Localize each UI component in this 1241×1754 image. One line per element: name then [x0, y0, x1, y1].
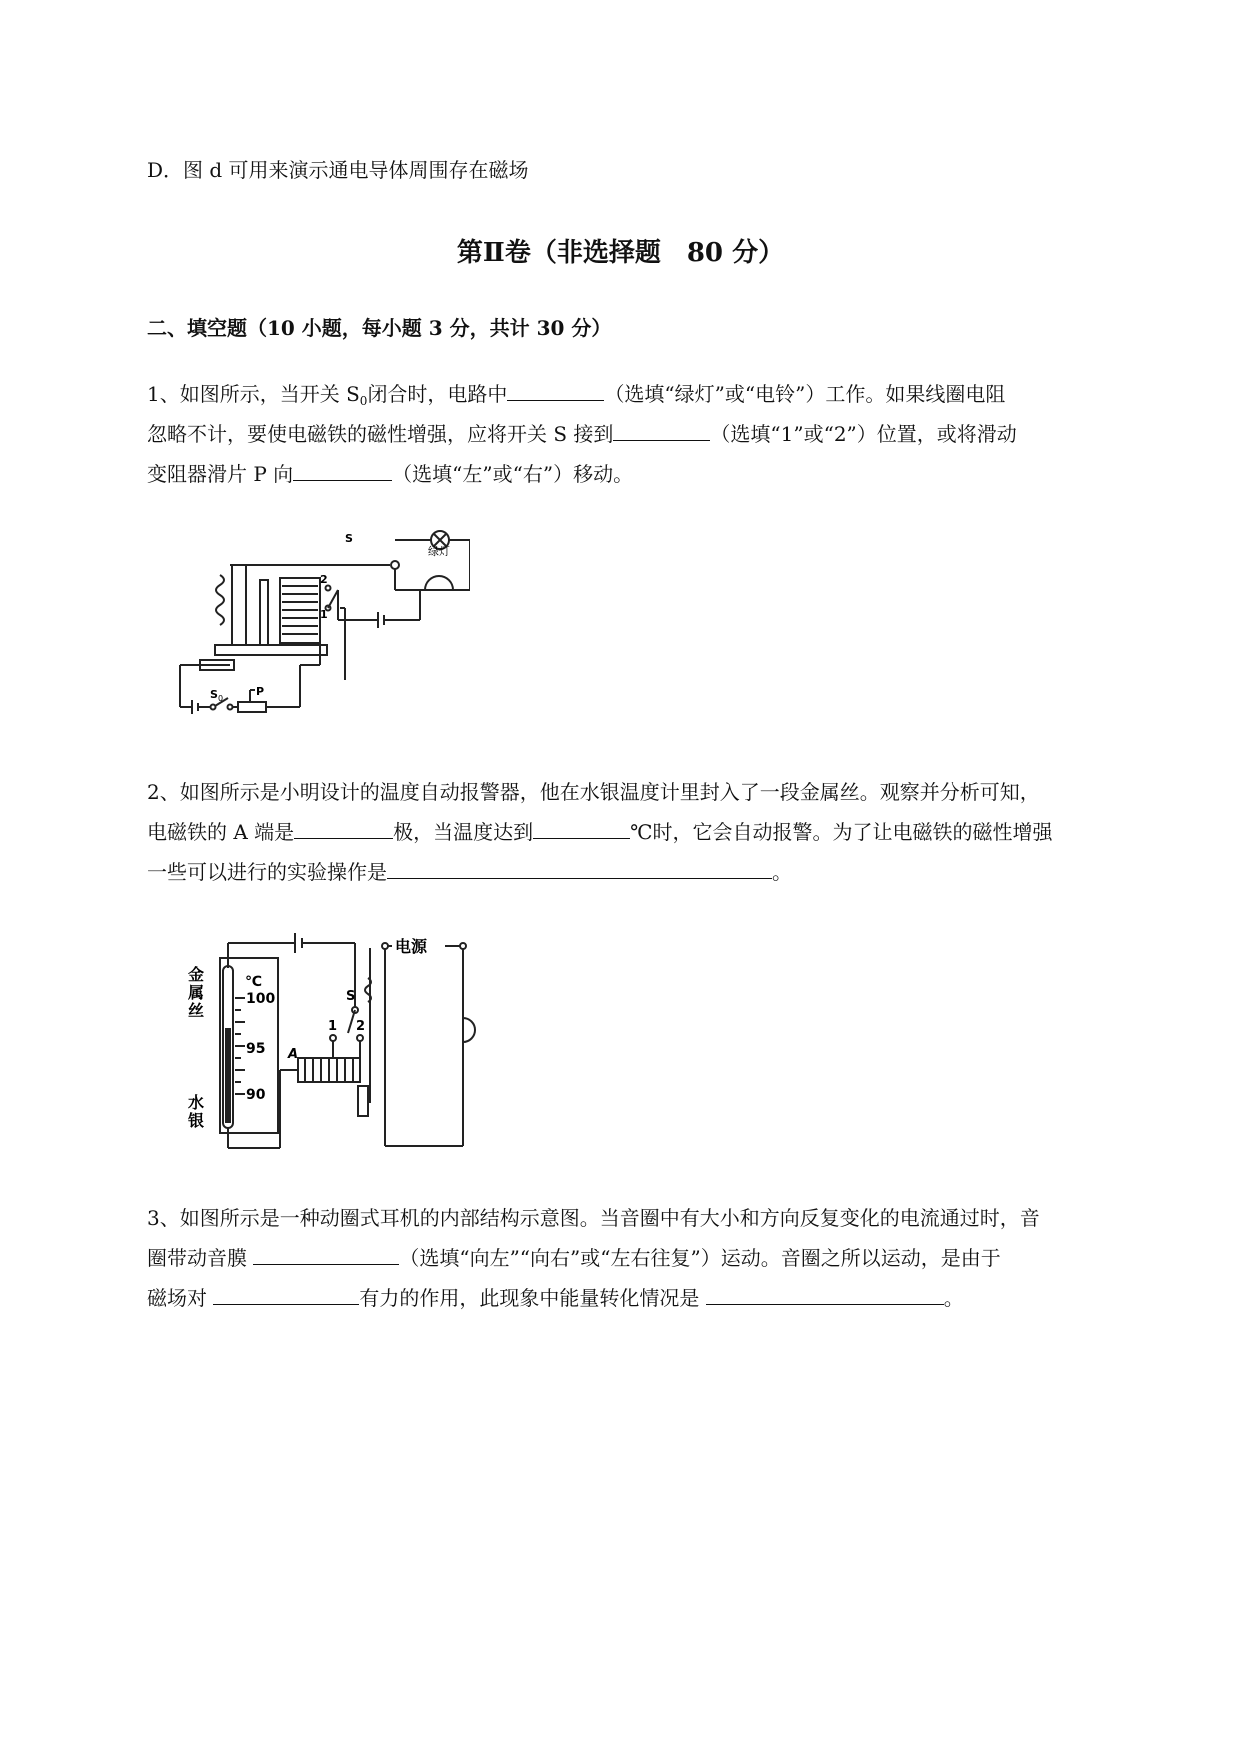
q1-text: 忽略不计，要使电磁铁的磁性增强，应将开关 S 接到 — [147, 422, 614, 446]
answer-blank[interactable] — [706, 1284, 944, 1305]
section-heading: 二、填空题（10 小题，每小题 3 分，共计 30 分） — [147, 316, 612, 340]
q2-line-1 — [147, 776, 1040, 805]
q1-circuit-figure — [170, 520, 470, 730]
q1-subscript: 0 — [359, 394, 368, 408]
end-a-label: A — [288, 1047, 299, 1062]
q1-text: （选填“绿灯”或“电铃”）工作。如果线圈电阻 — [604, 382, 1006, 406]
q3-line-2 — [147, 1242, 1001, 1271]
answer-blank[interactable] — [253, 1244, 399, 1265]
q3-text: 圈带动音膜 — [147, 1246, 254, 1270]
wire-label: 属 — [188, 983, 205, 1002]
q2-text: ℃时，它会自动报警。为了让电磁铁的磁性增强 — [630, 820, 1053, 844]
answer-blank[interactable] — [507, 380, 604, 401]
unit-label: ℃ — [245, 974, 262, 990]
mercury-label: 银 — [188, 1111, 205, 1130]
power-label: 电源 — [395, 937, 428, 956]
q3-line-1 — [147, 1202, 1040, 1231]
switch-s-label: S — [345, 532, 353, 545]
lamp-label: 绿灯 — [428, 545, 450, 558]
q2-text: 电磁铁的 A 端是 — [147, 820, 295, 844]
q2-text: 。 — [772, 860, 792, 884]
q1-text: 1、如图所示，当开关 S — [147, 382, 360, 406]
pos1-label: 1 — [320, 608, 328, 621]
q2-line-3 — [147, 856, 792, 885]
tick-90: 90 — [246, 1087, 266, 1103]
q2-text: 一些可以进行的实验操作是 — [147, 860, 387, 884]
wire-label: 丝 — [188, 1001, 205, 1020]
pos2-label: 2 — [356, 1019, 366, 1034]
wire-label: 金 — [188, 965, 205, 984]
switch-s-label: S — [346, 989, 356, 1004]
answer-blank[interactable] — [387, 858, 772, 879]
answer-blank[interactable] — [294, 818, 393, 839]
s0-sub-label: 0 — [218, 694, 224, 703]
answer-blank[interactable] — [293, 460, 392, 481]
q1-line-1 — [147, 378, 1005, 408]
q3-text: 。 — [943, 1286, 964, 1310]
q3-text: （选填“向左”“向右”或“左右往复”）运动。音圈之所以运动，是由于 — [399, 1246, 1001, 1270]
answer-blank[interactable] — [213, 1284, 359, 1305]
q1-line-2 — [147, 418, 1017, 447]
q2-alarm-figure — [180, 918, 500, 1158]
pos2-label: 2 — [320, 573, 328, 586]
q2-line-2 — [147, 816, 1053, 845]
option-d: D．图 d 可用来演示通电导体周围存在磁场 — [147, 158, 529, 182]
q3-text: 有力的作用，此现象中能量转化情况是 — [359, 1286, 706, 1310]
mercury-label: 水 — [188, 1093, 205, 1112]
q3-text: 3、如图所示是一种动圈式耳机的内部结构示意图。当音圈中有大小和方向反复变化的电流通过时，音 — [147, 1206, 1040, 1230]
tick-95: 95 — [246, 1041, 266, 1057]
pos1-label: 1 — [328, 1019, 338, 1034]
q1-text: 闭合时，电路中 — [367, 382, 508, 406]
part-title: 第Ⅱ卷（非选择题 80 分） — [456, 238, 785, 268]
answer-blank[interactable] — [613, 420, 710, 441]
s0-label: S — [210, 688, 218, 701]
q1-text: 变阻器滑片 P 向 — [147, 462, 294, 486]
q1-line-3 — [147, 458, 633, 487]
q3-text: 磁场对 — [147, 1286, 214, 1310]
q3-line-3 — [147, 1282, 964, 1311]
p-label: P — [256, 685, 265, 698]
q2-text: 2、如图所示是小明设计的温度自动报警器，他在水银温度计里封入了一段金属丝。观察并分析可知， — [147, 780, 1040, 804]
tick-100: 100 — [246, 991, 276, 1007]
q1-text: （选填“1”或“2”）位置，或将滑动 — [710, 422, 1017, 446]
q2-text: 极，当温度达到 — [393, 820, 534, 844]
answer-blank[interactable] — [533, 818, 630, 839]
q1-text: （选填“左”或“右”）移动。 — [392, 462, 634, 486]
